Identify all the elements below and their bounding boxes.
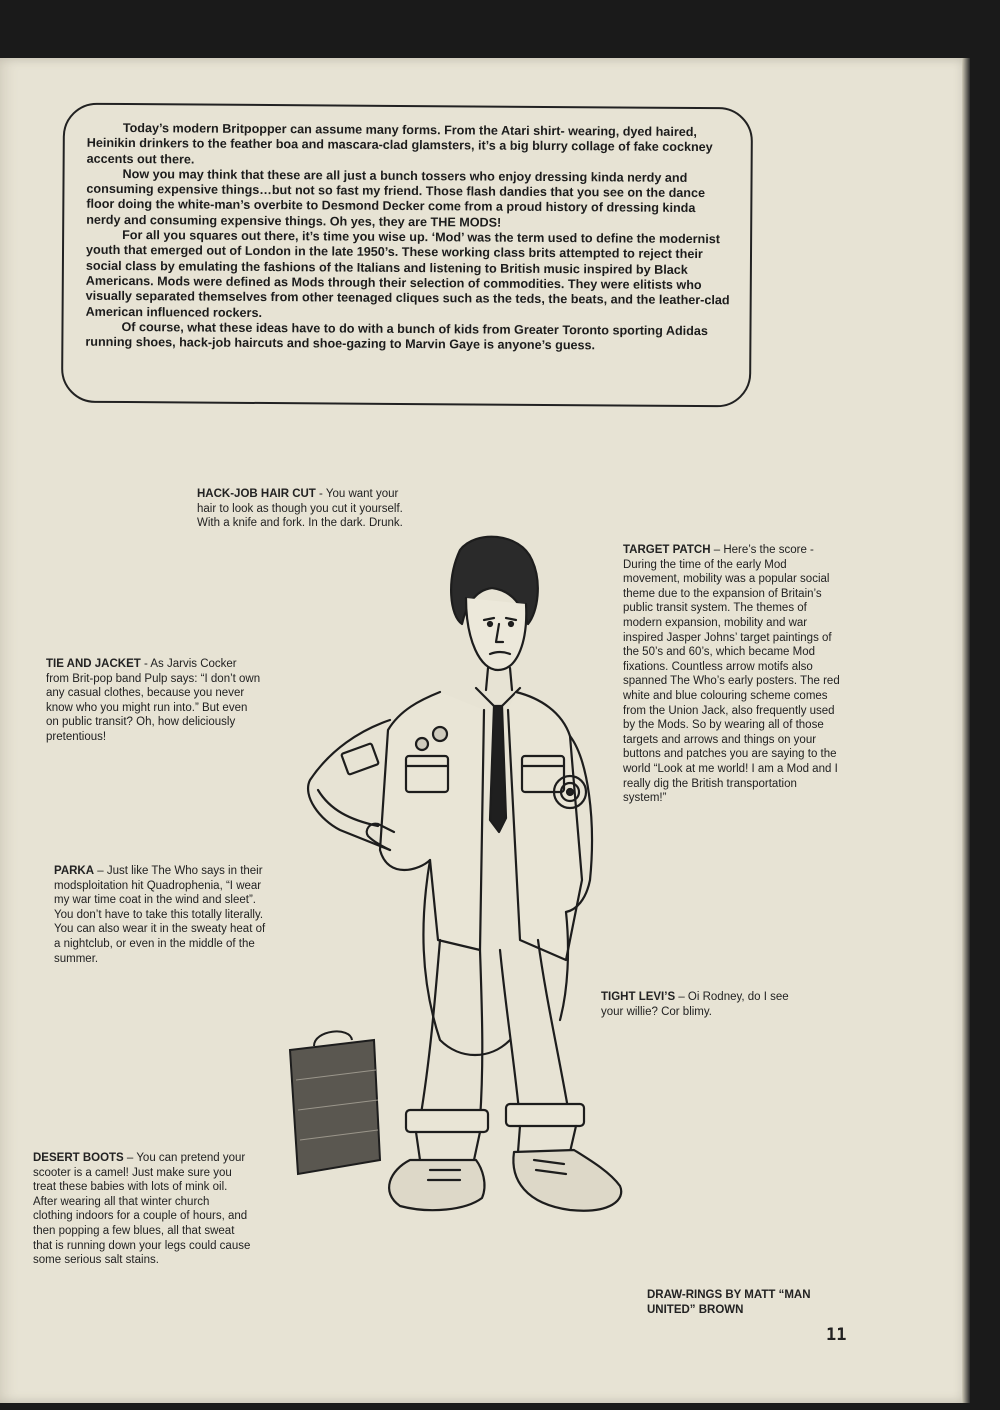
caption-hair-cut-heading: HACK-JOB HAIR CUT [197, 488, 316, 500]
caption-target-patch-heading: TARGET PATCH [623, 544, 711, 556]
caption-desert-boots-body: – You can pretend your scooter is a camel! Just make sure you treat these babies with lots of mink oil. After wearing all that winter church clothing indoors for a couple of hours, and then popping a few blues, all that sweat that is running down your legs could cause some serious salt stains. [33, 1152, 251, 1267]
caption-tight-levis-body: – Oi Rodney, do I see your willie? Cor blimy. [601, 991, 789, 1018]
page-edge [962, 58, 970, 1403]
mod-figure-illustration [270, 520, 650, 1220]
caption-desert-boots [33, 1151, 251, 1268]
caption-tight-levis [601, 990, 801, 1019]
caption-tie-and-jacket [46, 657, 261, 745]
intro-text-box [61, 103, 753, 408]
intro-paragraph-3: For all you squares out there, it’s time you wise up. ‘Mod’ was the term used to define the modernist youth that emerged out of London in the late 1950’s. These working class brits attempted to reject their social class by emulating the fashions of the Italians and listening to British music inspired by Black Americans. Mods were defined as Mods through their selection of commodities. They were elitists who visually separated themselves from other teenaged cliques such as the teds, the beats, and the leather-clad American influenced rockers. [85, 228, 730, 320]
caption-tie-and-jacket-heading: TIE AND JACKET [46, 658, 141, 670]
illustration-credit: DRAW-RINGS BY MATT “MAN UNITED” BROWN [647, 1289, 811, 1316]
caption-desert-boots-heading: DESERT BOOTS [33, 1152, 124, 1164]
intro-paragraph-2: Now you may think that these are all just a bunch tossers who enjoy dressing kinda nerdy and consuming expensive things…but not so fast my friend. Those flash dandies that you see on the dance floor doing the white-man’s overbite to Desmond Decker come from a proud history of dressing kinda nerdy and consuming expensive things. Oh yes, they are THE MODS! [86, 166, 706, 230]
intro-paragraph-1: Today’s modern Britpopper can assume many forms. From the Atari shirt- wearing, dyed haired, Heinikin drinkers to the feather boa and mascara-clad glamsters, it’s a big blurry collage of fake cockney accents out there. [86, 121, 713, 167]
caption-target-patch-body: – Here’s the score - During the time of the early Mod movement, mobility was a popular social theme due to the expansion of Britain’s public transit system. The themes of modern expansion, mobility and war inspired Jasper Johns’ target paintings of the 50’s and 60’s, which became Mod fixations. Countless arrow motifs also spanned The Who’s early posters. The red white and blue colouring scheme comes from the Union Jack, also frequently used by the Mods. So by wearing all of those targets and arrows and things on your buttons and patches you are saying to the world “Look at me world! I am a Mod and I really dig the British transportation system!” [623, 544, 840, 805]
caption-target-patch [623, 543, 841, 806]
caption-parka-heading: PARKA [54, 865, 95, 877]
caption-parka [54, 864, 272, 966]
caption-tie-and-jacket-body: - As Jarvis Cocker from Brit-pop band Pulp says: “I don’t own any casual clothes, because you never know who you might run into.” But even on public transit? Oh, how deliciously pretentious! [46, 658, 261, 743]
caption-parka-body: – Just like The Who says in their modsploitation hit Quadrophenia, “I wear my war time coat in the wind and sleet”. You don’t have to take this totally literally. You can also wear it in the sweaty heat of a nightclub, or even in the middle of the summer. [54, 865, 266, 965]
caption-hair-cut-body: - You want your hair to look as though you cut it yourself. With a knife and fork. In the dark. Drunk. [197, 488, 403, 530]
intro-paragraph-4: Of course, what these ideas have to do with a bunch of kids from Greater Toronto sporting Adidas running shoes, hack-job haircuts and shoe-gazing to Marvin Gaye is anyone’s guess. [85, 319, 708, 353]
caption-hair-cut [197, 487, 407, 531]
page-number: 11 [826, 1325, 847, 1345]
caption-tight-levis-heading: TIGHT LEVI’S [601, 991, 676, 1003]
